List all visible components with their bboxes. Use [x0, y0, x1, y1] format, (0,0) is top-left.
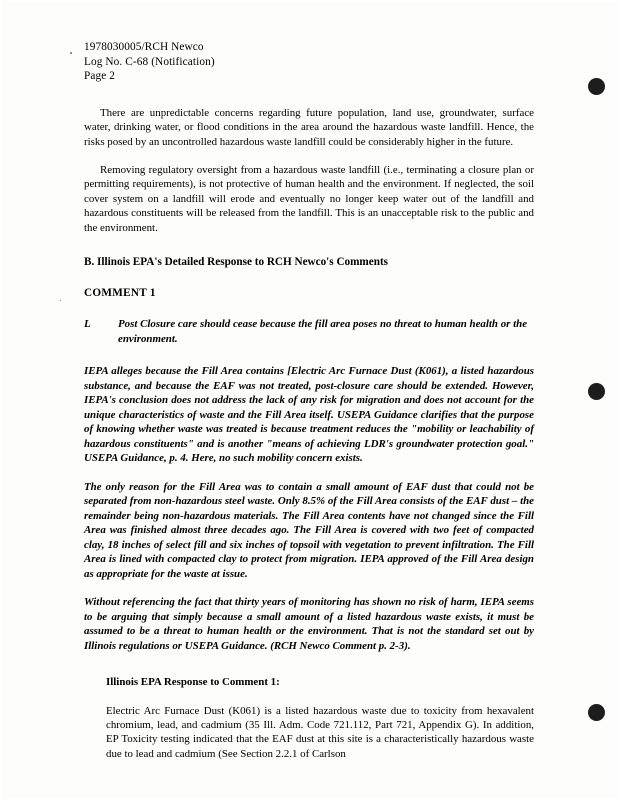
header-line-docket: 1978030005/RCH Newco	[84, 41, 204, 53]
header-line-lognumber: Log No. C-68 (Notification)	[84, 55, 215, 68]
paragraph-regulatory-oversight: Removing regulatory oversight from a hazardous waste landfill (i.e., terminating a closure plan or permitting requirements), is not protective of human health and the environment. If neglected, the soil cover system on a landfill will erode and eventually no longer keep water out of the landfill and hazardous constituents will be released from the landfill. This is an unacceptable risk to the public and the environment.	[84, 164, 534, 234]
document-header	[84, 40, 534, 84]
section-heading: B. Illinois EPA's Detailed Response to RCH Newco's Comments	[84, 256, 389, 269]
paragraph-future-conditions: There are unpredictable concerns regarding future population, land use, groundwater, surface water, drinking water, or flood conditions in the area around the hazardous waste landfill. Hence, the risks posed by an uncontrolled hazardous waste landfill could be considerably higher in the future.	[84, 106, 534, 148]
response-paragraph-1: Electric Arc Furnace Dust (K061) is a listed hazardous waste due to toxicity from hexavalent chromium, lead, and cadmium (35 Ill. Adm. Code 721.112, Part 721, Appendix G). In addition, EP Toxicity testing indicated that the EAF dust at this site is a characteristically hazardous waste due to lead and cadmium (See Section 2.2.1 of Carlson	[106, 704, 534, 760]
header-line-pagenumber: Page 2	[84, 70, 116, 83]
issue-statement	[84, 317, 534, 346]
scan-speck	[60, 300, 61, 301]
binder-punch-hole-icon	[588, 704, 605, 721]
scan-speck	[70, 52, 72, 54]
binder-punch-hole-icon	[588, 78, 605, 95]
issue-text: Post Closure care should cease because the fill area poses no threat to human health or the environment.	[118, 318, 528, 345]
response-heading: Illinois EPA Response to Comment 1:	[106, 676, 280, 689]
document-body	[84, 40, 534, 773]
comment-heading: COMMENT 1	[84, 287, 156, 300]
commenter-paragraph-2: The only reason for the Fill Area was to contain a small amount of EAF dust that could not be separated from non-hazardous steel waste. Only 8.5% of the Fill Area consists of the EAF dust – the remainder being non-hazardous materials. The Fill Area contents have not changed since the Fill Area was finished almost three decades ago. The Fill Area is covered with two feet of compacted clay, 18 inches of select fill and six inches of topsoil with vegetation to prevent infiltration. The Fill Area is lined with compacted clay to protect from migration. IEPA approved of the Fill Area design as appropriate for the waste at issue.	[84, 480, 534, 580]
commenter-paragraph-1: IEPA alleges because the Fill Area contains [Electric Arc Furnace Dust (K061), a listed hazardous substance, and because the EAF was not treated, post-closure care should be extended. However, IEPA's conclusion does not address the lack of any risk for migration and does not account for the unique characteristics of waste and the Fill Area itself. USEPA Guidance clarifies that the purpose of knowing whether waste was treated is because treatment reduces the "mobility or leachability of hazardous constituents" and is another "means of achieving LDR's groundwater protection goal." USEPA Guidance, p. 4. Here, no such mobility concern exists.	[84, 365, 534, 465]
issue-number: L	[84, 318, 91, 331]
binder-punch-hole-icon	[588, 383, 605, 400]
commenter-paragraph-3: Without referencing the fact that thirty years of monitoring has shown no risk of harm, IEPA seems to be arguing that simply because a small amount of a listed hazardous waste exists, it must be assumed to be a threat to human health or the environment. That is not the standard set out by Illinois regulations or USEPA Guidance. (RCH Newco Comment p. 2-3).	[84, 596, 534, 652]
